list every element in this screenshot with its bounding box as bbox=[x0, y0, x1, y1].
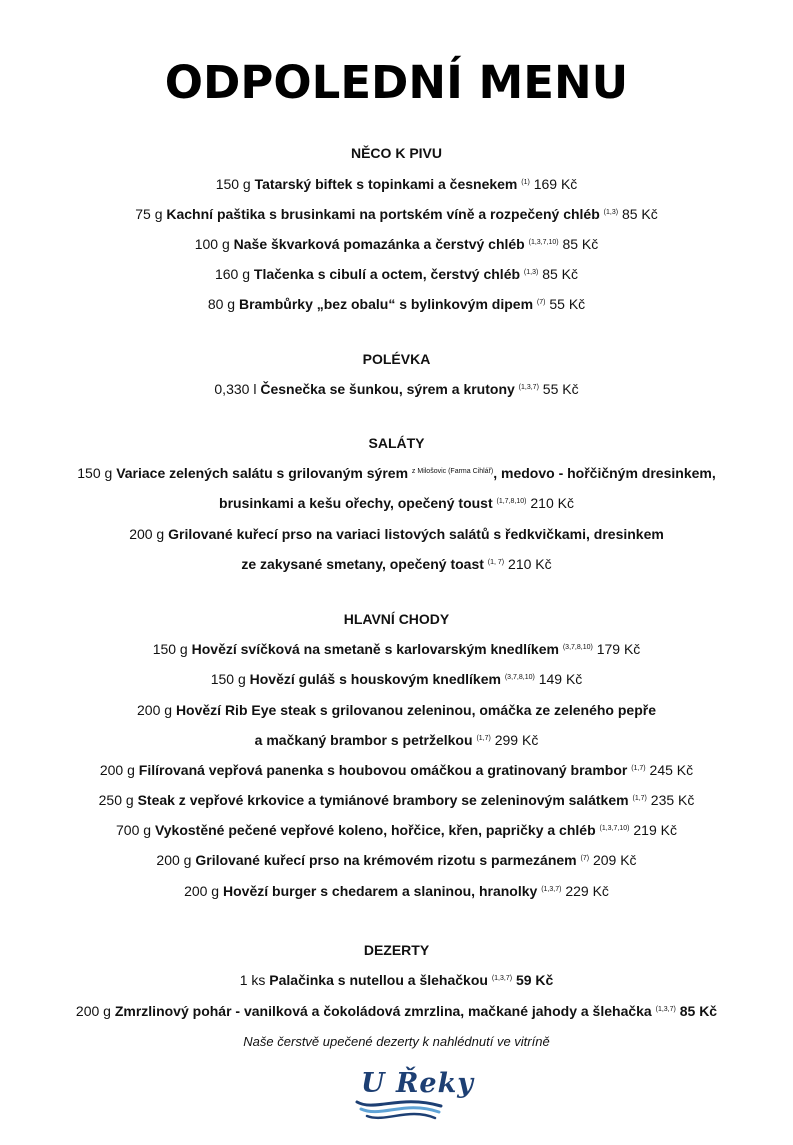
menu-item bbox=[0, 822, 793, 838]
menu-item bbox=[0, 883, 793, 899]
item-price: 59 Kč bbox=[515, 972, 554, 988]
menu-item bbox=[0, 176, 793, 192]
item-name: Variace zelených salátu s grilovaným sýrem bbox=[116, 465, 409, 481]
menu-item-continued bbox=[0, 495, 793, 511]
item-price: 209 Kč bbox=[592, 852, 637, 868]
item-qty: 150 g bbox=[215, 176, 251, 192]
item-price: 85 Kč bbox=[679, 1003, 718, 1019]
section-heading-soup: POLÉVKA bbox=[362, 351, 431, 367]
menu-item bbox=[0, 296, 793, 312]
item-allergens: (7) bbox=[536, 299, 546, 306]
menu-item bbox=[0, 206, 793, 222]
item-qty: 200 g bbox=[99, 762, 135, 778]
item-allergens: (1,3) bbox=[523, 269, 539, 276]
item-qty: 200 g bbox=[129, 526, 165, 542]
item-name: Brambůrky „bez obalu“ s bylinkovým dipem bbox=[238, 296, 534, 312]
item-price: 179 Kč bbox=[596, 641, 641, 657]
menu-item bbox=[0, 762, 793, 778]
item-allergens: (3,7,8,10) bbox=[562, 644, 593, 651]
item-price: 235 Kč bbox=[650, 792, 695, 808]
item-name: Hovězí svíčková na smetaně s karlovarským knedlíkem bbox=[191, 641, 559, 657]
item-name: brusinkami a kešu ořechy, opečený toust bbox=[219, 495, 493, 511]
item-price: 149 Kč bbox=[538, 671, 583, 687]
item-allergens: (1,3,7) bbox=[491, 975, 513, 982]
item-allergens: (1,3,7) bbox=[655, 1006, 676, 1013]
menu-item bbox=[0, 852, 793, 868]
item-price: 169 Kč bbox=[533, 176, 578, 192]
item-qty: 150 g bbox=[77, 465, 113, 481]
item-qty: 250 g bbox=[98, 792, 134, 808]
item-name: Palačinka s nutellou a šlehačkou bbox=[269, 972, 488, 988]
item-name: Grilované kuřecí prso na variaci listových salátů s ředkvičkami, dresinkem bbox=[168, 526, 664, 542]
menu-item bbox=[0, 702, 793, 718]
item-name: Hovězí burger s chedarem a slaninou, hranolky bbox=[223, 883, 538, 899]
item-qty: 200 g bbox=[75, 1003, 111, 1019]
item-allergens: (1,3,7,10) bbox=[599, 825, 630, 832]
item-name: Naše škvarková pomazánka a čerstvý chléb bbox=[233, 236, 525, 252]
item-allergens: (1,7,8,10) bbox=[496, 498, 527, 505]
menu-item bbox=[0, 972, 793, 988]
item-allergens: (3,7,8,10) bbox=[504, 674, 535, 681]
dessert-note: Naše čerstvě upečené dezerty k nahlédnutí ve vitríně bbox=[243, 1034, 550, 1049]
section-heading-desserts: DEZERTY bbox=[363, 942, 430, 958]
menu-item-continued bbox=[0, 556, 793, 572]
item-name: Tatarský biftek s topinkami a česnekem bbox=[254, 176, 518, 192]
section-heading-mains: HLAVNÍ CHODY bbox=[343, 611, 450, 627]
section-heading-salads: SALÁTY bbox=[368, 435, 425, 451]
menu-title: ODPOLEDNÍ MENU bbox=[164, 56, 629, 109]
item-qty: 200 g bbox=[184, 883, 220, 899]
menu-item bbox=[0, 465, 793, 481]
item-name-cont: , medovo - hořčičným dresinkem, bbox=[493, 465, 716, 481]
item-price: 85 Kč bbox=[562, 236, 599, 252]
item-name: ze zakysané smetany, opečený toast bbox=[241, 556, 484, 572]
restaurant-logo bbox=[355, 1066, 474, 1126]
item-allergens: (1,3) bbox=[603, 209, 619, 216]
menu-item-continued bbox=[0, 732, 793, 748]
item-origin: z Milošovic (Farma Cihlář) bbox=[411, 468, 494, 475]
item-qty: 200 g bbox=[156, 852, 192, 868]
item-qty: 200 g bbox=[137, 702, 173, 718]
menu-item bbox=[0, 266, 793, 282]
item-price: 55 Kč bbox=[549, 296, 586, 312]
item-qty: 100 g bbox=[194, 236, 230, 252]
item-price: 245 Kč bbox=[649, 762, 694, 778]
item-qty: 160 g bbox=[214, 266, 251, 282]
item-allergens: (7) bbox=[580, 855, 590, 862]
item-price: 210 Kč bbox=[508, 556, 552, 572]
menu-item bbox=[0, 526, 793, 542]
item-qty: 1 ks bbox=[239, 972, 266, 988]
item-price: 55 Kč bbox=[542, 381, 579, 397]
item-price: 85 Kč bbox=[542, 266, 579, 282]
item-allergens: (1, 7) bbox=[487, 559, 505, 566]
item-allergens: (1,3,7,10) bbox=[528, 239, 559, 246]
item-qty: 80 g bbox=[207, 296, 236, 312]
item-name: Filírovaná vepřová panenka s houbovou omáčkou a gratinovaný brambor bbox=[138, 762, 628, 778]
item-name: Vykostěné pečené vepřové koleno, hořčice, křen, papričky a chléb bbox=[154, 822, 596, 838]
item-name: Grilované kuřecí prso na krémovém rizotu s parmezánem bbox=[195, 852, 577, 868]
menu-item bbox=[0, 1003, 793, 1019]
item-price: 229 Kč bbox=[565, 883, 609, 899]
item-qty: 150 g bbox=[210, 671, 246, 687]
item-name: Hovězí Rib Eye steak s grilovanou zeleninou, omáčka ze zeleného pepře bbox=[175, 702, 656, 718]
item-qty: 75 g bbox=[135, 206, 163, 222]
item-name: Hovězí guláš s houskovým knedlíkem bbox=[249, 671, 501, 687]
item-allergens: (1,7) bbox=[631, 765, 646, 772]
item-allergens: (1) bbox=[521, 179, 530, 186]
menu-item bbox=[0, 236, 793, 252]
item-name: a mačkaný brambor s petrželkou bbox=[254, 732, 473, 748]
item-name: Zmrzlinový pohár - vanilková a čokoládová zmrzlina, mačkané jahody a šlehačka bbox=[114, 1003, 652, 1019]
item-price: 210 Kč bbox=[530, 495, 574, 511]
item-name: Česnečka se šunkou, sýrem a krutony bbox=[260, 381, 515, 397]
item-qty: 700 g bbox=[116, 822, 152, 838]
wave-icon bbox=[355, 1096, 445, 1122]
item-name: Steak z vepřové krkovice a tymiánové brambory se zeleninovým salátkem bbox=[137, 792, 629, 808]
menu-item bbox=[0, 671, 793, 687]
item-allergens: (1,3,7) bbox=[518, 384, 539, 391]
item-allergens: (1,7) bbox=[632, 795, 647, 802]
item-price: 85 Kč bbox=[621, 206, 658, 222]
item-name: Tlačenka s cibulí a octem, čerstvý chléb bbox=[253, 266, 521, 282]
logo-text: U Řeky bbox=[361, 1068, 474, 1099]
item-price: 299 Kč bbox=[494, 732, 539, 748]
menu-item bbox=[0, 792, 793, 808]
menu-item bbox=[0, 641, 793, 657]
section-heading-snacks: NĚCO K PIVU bbox=[350, 145, 442, 161]
item-qty: 150 g bbox=[152, 641, 188, 657]
item-allergens: (1,3,7) bbox=[541, 886, 562, 893]
item-qty: 0,330 l bbox=[214, 381, 257, 397]
item-price: 219 Kč bbox=[633, 822, 677, 838]
item-name: Kachní paštika s brusinkami na portském víně a rozpečený chléb bbox=[166, 206, 600, 222]
menu-item bbox=[0, 381, 793, 397]
item-allergens: (1,7) bbox=[476, 735, 491, 742]
